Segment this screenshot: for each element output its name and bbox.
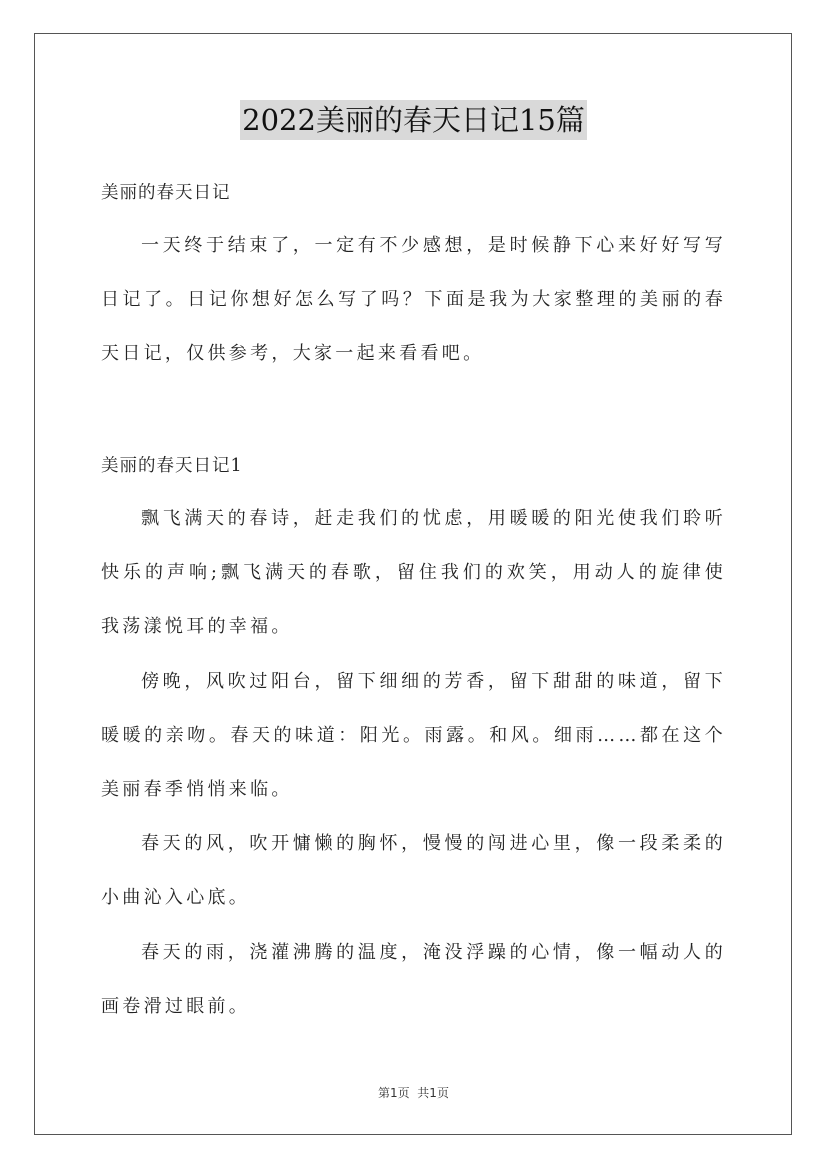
body-paragraph-2: 傍晚，风吹过阳台，留下细细的芳香，留下甜甜的味道，留下暖暖的亲吻。春天的味道：阳光。雨露。和风。细雨……都在这个美丽春季悄悄来临。 xyxy=(101,671,726,800)
body-paragraph-1: 飘飞满天的春诗，赶走我们的忧虑，用暖暖的阳光使我们聆听快乐的声响;飘飞满天的春歌，留住我们的欢笑，用动人的旋律使我荡漾悦耳的幸福。 xyxy=(101,508,726,637)
page-footer: 第1页 共1页 xyxy=(378,1086,449,1100)
document-title-wrap xyxy=(0,100,827,140)
body-paragraph-3: 春天的风，吹开慵懒的胸怀，慢慢的闯进心里，像一段柔柔的小曲沁入心底。 xyxy=(101,833,726,908)
intro-paragraph: 一天终于结束了，一定有不少感想，是时候静下心来好好写写日记了。日记你想好怎么写了吗？下面是我为大家整理的美丽的春天日记，仅供参考，大家一起来看看吧。 xyxy=(101,235,726,364)
section-heading: 美丽的春天日记1 xyxy=(101,456,243,476)
intro-heading: 美丽的春天日记 xyxy=(101,183,231,203)
document-title: 2022美丽的春天日记15篇 xyxy=(240,100,587,140)
body-paragraph-4: 春天的雨，浇灌沸腾的温度，淹没浮躁的心情，像一幅动人的画卷滑过眼前。 xyxy=(101,942,726,1017)
